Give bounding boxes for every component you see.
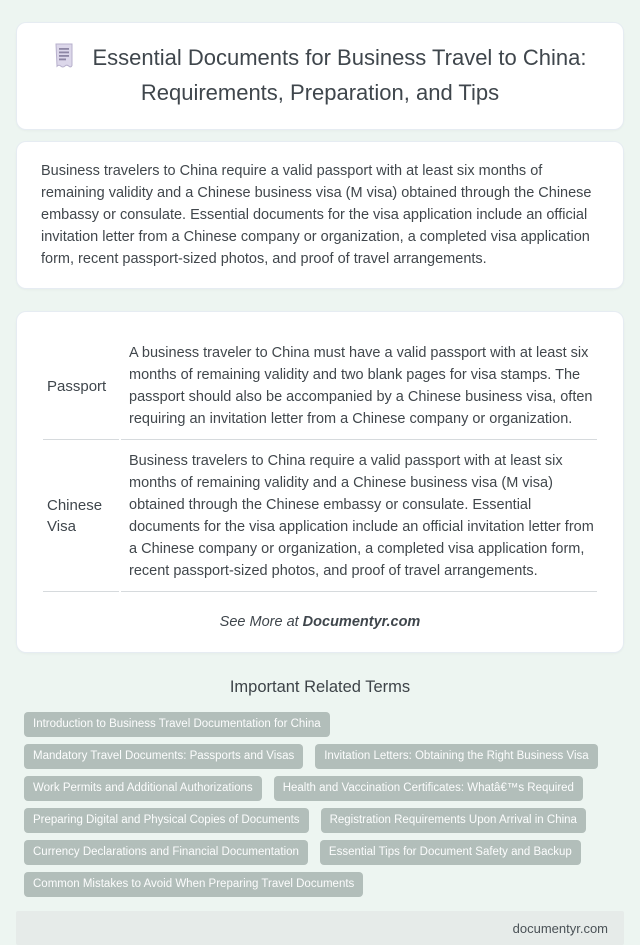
related-term-tag[interactable]: Currency Declarations and Financial Documentation (24, 840, 308, 865)
related-term-tag[interactable]: Health and Vaccination Certificates: Whatâ€™s Required (274, 776, 583, 801)
related-term-tag[interactable]: Introduction to Business Travel Documentation for China (24, 712, 330, 737)
page (0, 22, 640, 945)
footer-bar (16, 911, 624, 945)
term-cell: Chinese Visa (43, 442, 119, 592)
glossary-card (16, 311, 624, 653)
see-more-site-link[interactable]: Documentyr.com (302, 614, 421, 630)
page-title (52, 42, 588, 108)
table-row (43, 442, 597, 592)
title-card (16, 22, 624, 130)
related-term-tag[interactable]: Invitation Letters: Obtaining the Right Business Visa (315, 744, 597, 769)
definition-cell: A business traveler to China must have a valid passport with at least six months of remaining validity and two blank pages for visa stamps. The passport should also be accompanied by a Chinese business visa, often requiring an invitation letter from a Chinese company or organization. (121, 334, 597, 440)
table-row (43, 334, 597, 440)
related-term-tag[interactable]: Essential Tips for Document Safety and Backup (320, 840, 581, 865)
related-terms-list (0, 712, 640, 897)
receipt-icon (53, 43, 75, 77)
summary-paragraph: Business travelers to China require a valid passport with at least six months of remaining validity and a Chinese business visa (M visa) obtained through the Chinese embassy or consulate. Essential documents for the visa application include an official invitation letter from a Chinese company or organization, a completed visa application form, recent passport-sized photos, and proof of travel arrangements. (41, 163, 592, 267)
related-term-tag[interactable]: Common Mistakes to Avoid When Preparing Travel Documents (24, 872, 363, 897)
definition-cell: Business travelers to China require a valid passport with at least six months of remaining validity and a Chinese business visa (M visa) obtained through the Chinese embassy or consulate. Essential documents for the visa application include an official invitation letter from a Chinese company or organization, a completed visa application form, recent passport-sized photos, and proof of travel arrangements. (121, 442, 597, 592)
term-cell: Passport (43, 334, 119, 440)
related-term-tag[interactable]: Registration Requirements Upon Arrival in China (321, 808, 586, 833)
related-term-tag[interactable]: Mandatory Travel Documents: Passports and Visas (24, 744, 303, 769)
page-title-text: Essential Documents for Business Travel to China: Requirements, Preparation, and Tips (92, 45, 587, 105)
related-term-tag[interactable]: Preparing Digital and Physical Copies of Documents (24, 808, 309, 833)
glossary-table (41, 332, 599, 594)
see-more-line (41, 614, 599, 630)
footer-site-label: documentyr.com (512, 920, 608, 936)
related-terms-heading: Important Related Terms (229, 678, 411, 696)
related-term-tag[interactable]: Work Permits and Additional Authorizations (24, 776, 262, 801)
see-more-text: See More at (219, 614, 299, 630)
summary-card (16, 141, 624, 289)
